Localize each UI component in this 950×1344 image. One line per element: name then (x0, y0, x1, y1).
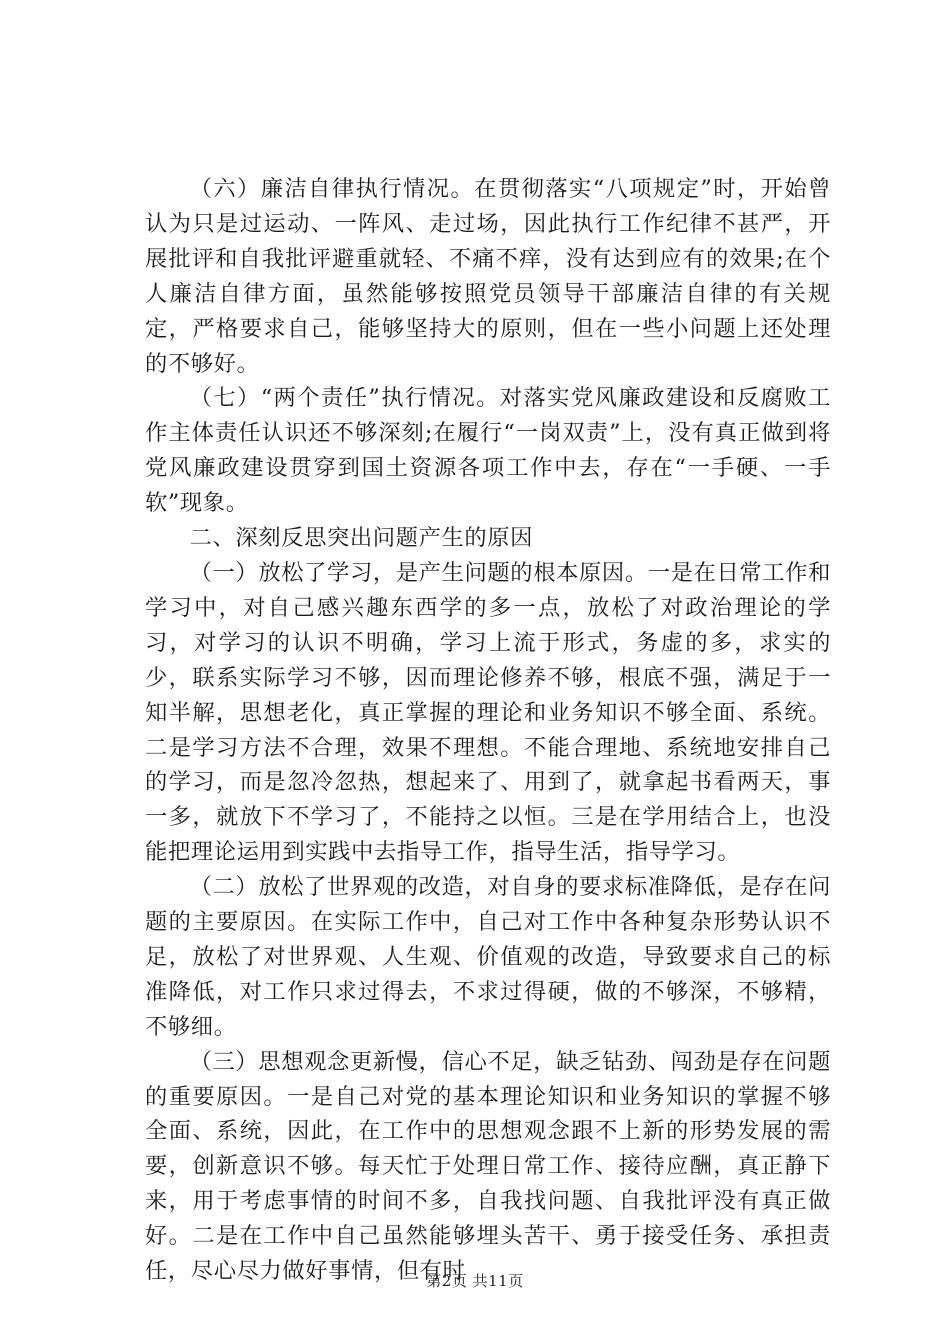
paragraph-worldview-reform: （二）放松了世界观的改造，对自身的要求标准降低，是存在问题的主要原因。在实际工作中，自己对工作中各种复杂形势认识不足，放松了对世界观、人生观、价值观的改造，导致要求自己的标准降低，对工作只求过得去，不求过得硬，做的不够深，不够精，不够细。 (145, 874, 831, 1040)
paragraph-relaxed-study: （一）放松了学习，是产生问题的根本原因。一是在日常工作和学习中，对自己感兴趣东西学的多一点，放松了对政治理论的学习，对学习的认识不明确，学习上流于形式，务虚的多，求实的少，联系实际学习不够，因而理论修养不够，根底不强，满足于一知半解，思想老化，真正掌握的理论和业务知识不够全面、系统。二是学习方法不合理，效果不理想。不能合理地、系统地安排自己的学习，而是忽冷忽热，想起来了、用到了，就拿起书看两天，事一多，就放下不学习了，不能持之以恒。三是在学用结合上，也没能把理论运用到实践中去指导工作，指导生活，指导学习。 (145, 559, 831, 866)
paragraph-two-responsibilities: （七）“两个责任”执行情况。对落实党风廉政建设和反腐败工作主体责任认识还不够深刻;在履行“一岗双责”上，没有真正做到将党风廉政建设贯穿到国土资源各项工作中去，存在“一手硬、一手软”现象。 (145, 385, 831, 517)
paragraph-integrity-self-discipline: （六）廉洁自律执行情况。在贯彻落实“八项规定”时，开始曾认为只是过运动、一阵风、走过场，因此执行工作纪律不甚严，开展批评和自我批评避重就轻、不痛不痒，没有达到应有的效果;在个人廉洁自律方面，虽然能够按照党员领导干部廉洁自律的有关规定，严格要求自己，能够坚持大的原则，但在一些小问题上还处理的不够好。 (145, 176, 831, 377)
section-heading-causes: 二、深刻反思突出问题产生的原因 (189, 525, 534, 552)
paragraph-slow-thinking-update: （三）思想观念更新慢，信心不足，缺乏钻劲、闯劲是存在问题的重要原因。一是自己对党的基本理论知识和业务知识的掌握不够全面、系统，因此，在工作中的思想观念跟不上新的形势发展的需要，创新意识不够。每天忙于处理日常工作、接待应酬，真正静下来，用于考虑事情的时间不多，自我找问题、自我批评没有真正做好。二是在工作中自己虽然能够埋头苦干、勇于接受任务、承担责任，尽心尽力做好事情，但有时 (145, 1048, 831, 1285)
document-body (145, 172, 831, 1289)
page-number-footer: 第2页 共11页 (426, 1272, 524, 1290)
